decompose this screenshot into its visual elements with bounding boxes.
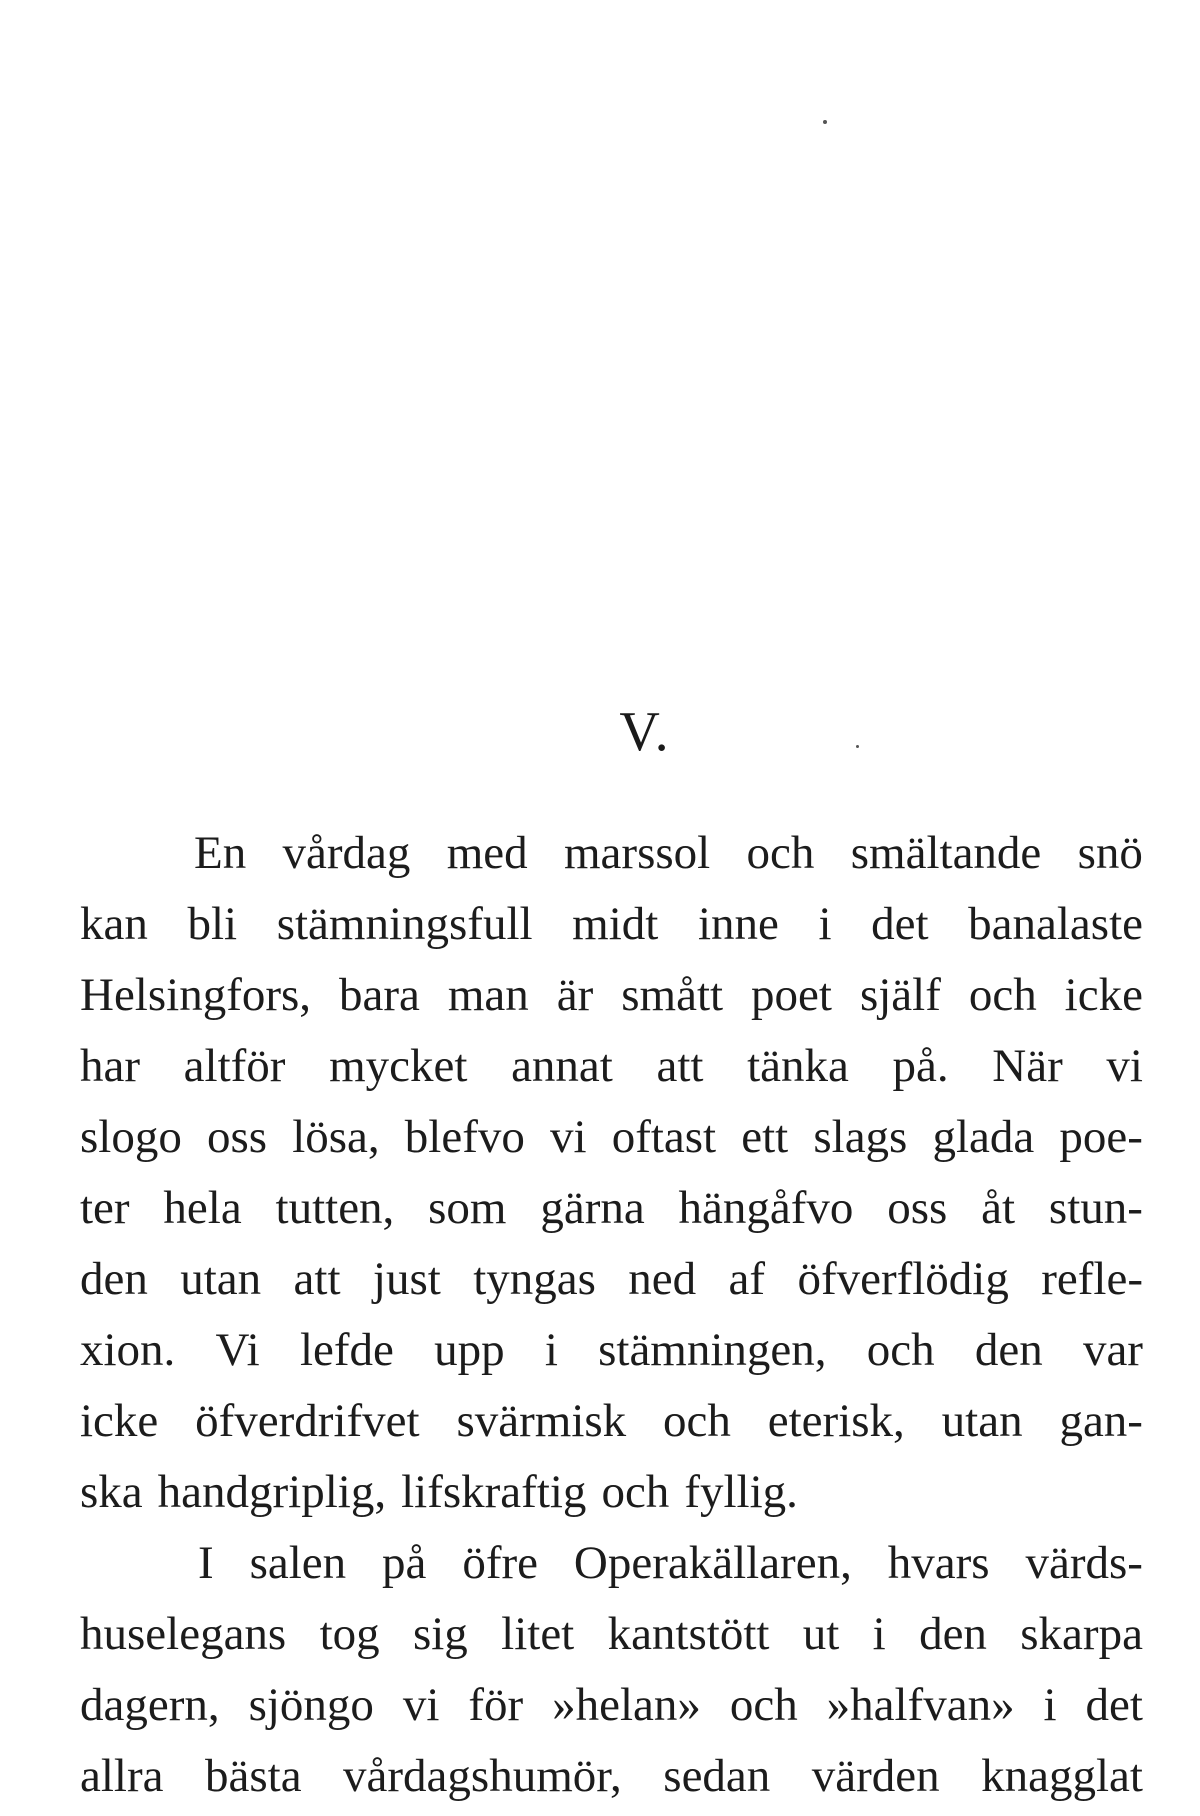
text-line <box>80 1528 1143 1599</box>
word: tog <box>319 1608 380 1660</box>
word: öfverflödig <box>797 1253 1009 1305</box>
word: är <box>556 969 594 1021</box>
word: poe- <box>1059 1111 1143 1163</box>
word: bli <box>187 898 238 950</box>
word: af <box>728 1253 766 1305</box>
word: upp <box>434 1324 505 1376</box>
word: var <box>1082 1324 1143 1376</box>
word: har <box>80 1040 141 1092</box>
word: med <box>446 827 528 879</box>
word: vårdag <box>282 827 411 879</box>
word: poet <box>751 969 832 1021</box>
text-line <box>80 1741 1143 1812</box>
word: för <box>468 1679 524 1731</box>
word: och <box>746 827 815 879</box>
word: tänka <box>747 1040 849 1092</box>
word: gärna <box>540 1182 645 1234</box>
word: blefvo <box>404 1111 525 1163</box>
word: xion. <box>80 1324 176 1376</box>
word: svärmisk <box>456 1395 627 1447</box>
word: att <box>293 1253 341 1305</box>
word: glada <box>932 1111 1035 1163</box>
word: huselegans <box>80 1608 287 1660</box>
word: skarpa <box>1020 1608 1143 1660</box>
text-line <box>80 1173 1143 1244</box>
word: vårdagshumör, <box>343 1750 622 1802</box>
word: icke <box>80 1395 159 1447</box>
word: ter <box>80 1182 130 1234</box>
text-line <box>80 818 1143 889</box>
word: hängåfvo <box>678 1182 854 1234</box>
word: tutten, <box>275 1182 395 1234</box>
word: själf <box>859 969 941 1021</box>
word: marssol <box>564 827 711 879</box>
word: och <box>968 969 1037 1021</box>
word: dagern, <box>80 1679 220 1731</box>
word: vi <box>1106 1040 1143 1092</box>
word: oss <box>206 1111 268 1163</box>
word: utan <box>941 1395 1023 1447</box>
word: oss <box>887 1182 948 1234</box>
word: i <box>1043 1679 1057 1731</box>
word: och <box>866 1324 935 1376</box>
word: I <box>198 1537 214 1589</box>
paragraph-1 <box>80 818 1143 1528</box>
word: gan- <box>1059 1395 1143 1447</box>
word: tyngas <box>473 1253 596 1305</box>
word: »helan» <box>552 1679 701 1731</box>
text-line <box>80 1315 1143 1386</box>
word: värden <box>811 1750 940 1802</box>
word: knagglat <box>981 1750 1143 1802</box>
word: En <box>194 827 247 879</box>
word: vi <box>550 1111 587 1163</box>
word: i <box>818 898 832 950</box>
word: smått <box>621 969 724 1021</box>
word: bästa <box>204 1750 302 1802</box>
chapter-heading <box>0 700 1200 764</box>
word: Helsingfors, <box>80 969 312 1021</box>
word: snö <box>1077 827 1143 879</box>
word: sjöngo <box>248 1679 374 1731</box>
word: den <box>80 1253 148 1305</box>
word: mycket <box>329 1040 468 1092</box>
word: i <box>544 1324 558 1376</box>
word: refle- <box>1041 1253 1143 1305</box>
word: värds- <box>1025 1537 1143 1589</box>
word: och <box>729 1679 798 1731</box>
word: inne <box>697 898 779 950</box>
word: den <box>919 1608 987 1660</box>
text-line <box>80 889 1143 960</box>
text-line <box>80 1244 1143 1315</box>
word: lifskraftig <box>401 1466 587 1518</box>
word: och <box>601 1466 670 1518</box>
text-line <box>80 1386 1143 1457</box>
text-line <box>80 1457 1143 1528</box>
word: som <box>428 1182 507 1234</box>
word: öfre <box>462 1537 538 1589</box>
word: hela <box>163 1182 242 1234</box>
word: oftast <box>611 1111 717 1163</box>
word: ska <box>80 1466 143 1518</box>
word: lefde <box>299 1324 394 1376</box>
word: »halfvan» <box>826 1679 1015 1731</box>
word: det <box>871 898 929 950</box>
word: midt <box>572 898 659 950</box>
word: litet <box>501 1608 575 1660</box>
word: just <box>372 1253 441 1305</box>
word: sedan <box>663 1750 771 1802</box>
word: stämningen, <box>598 1324 827 1376</box>
word: handgriplig, <box>157 1466 387 1518</box>
word: den <box>974 1324 1043 1376</box>
word: i <box>872 1608 886 1660</box>
word: hvars <box>887 1537 990 1589</box>
text-line <box>80 1670 1143 1741</box>
word: på. <box>892 1040 949 1092</box>
body-text <box>80 818 1143 1812</box>
word: sig <box>412 1608 468 1660</box>
word: eterisk, <box>767 1395 905 1447</box>
word: stun- <box>1048 1182 1143 1234</box>
word: annat <box>511 1040 613 1092</box>
word: bara <box>339 969 420 1021</box>
word: det <box>1085 1679 1143 1731</box>
word: att <box>656 1040 704 1092</box>
word: salen <box>249 1537 347 1589</box>
word: Operakällaren, <box>573 1537 852 1589</box>
word: fyllig. <box>684 1466 798 1518</box>
text-line <box>80 1599 1143 1670</box>
text-line <box>80 1102 1143 1173</box>
word: slags <box>813 1111 908 1163</box>
word: allra <box>80 1750 164 1802</box>
word: smältande <box>850 827 1042 879</box>
word: och <box>663 1395 731 1447</box>
word: banalaste <box>968 898 1143 950</box>
word: ett <box>741 1111 789 1163</box>
word: slogo <box>80 1111 182 1163</box>
word: icke <box>1064 969 1143 1021</box>
word: vi <box>402 1679 440 1731</box>
word: kan <box>80 898 148 950</box>
word: lösa, <box>292 1111 380 1163</box>
word: ut <box>802 1608 840 1660</box>
text-line <box>80 960 1143 1031</box>
word: altför <box>183 1040 286 1092</box>
word: man <box>447 969 529 1021</box>
word: kantstött <box>607 1608 770 1660</box>
word: stämningsfull <box>276 898 533 950</box>
word: Vi <box>215 1324 260 1376</box>
word: När <box>992 1040 1063 1092</box>
word: utan <box>180 1253 262 1305</box>
print-speck <box>823 120 827 124</box>
word: åt <box>981 1182 1016 1234</box>
chapter-numeral: V. <box>619 701 671 763</box>
text-line <box>80 1031 1143 1102</box>
word: på <box>382 1537 427 1589</box>
word: öfverdrifvet <box>195 1395 420 1447</box>
paragraph-2 <box>80 1528 1143 1812</box>
word: ned <box>628 1253 697 1305</box>
